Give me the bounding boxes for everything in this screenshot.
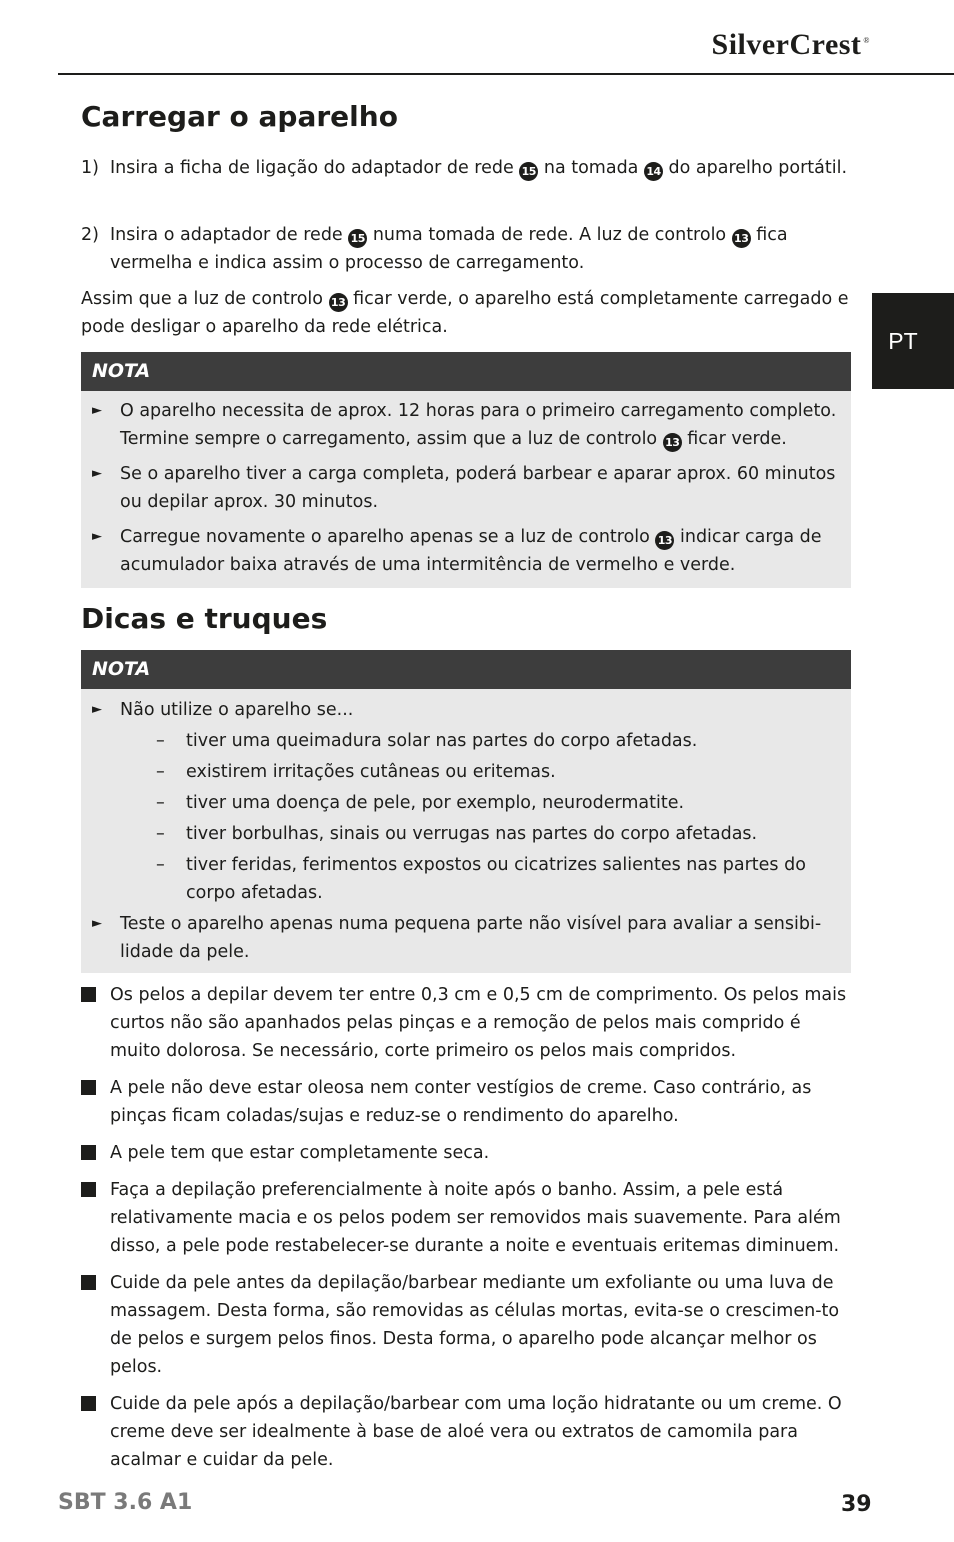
square-bullet-icon (81, 1182, 96, 1197)
tip-bullet: A pele tem que estar completamente seca. (81, 1139, 851, 1167)
dash-marker: – (156, 855, 165, 875)
note-sub-item: – tiver uma queimadura solar nas partes do corpo afetadas. (156, 727, 843, 755)
brand-logo: SilverCrest ® (711, 28, 870, 61)
dash-marker: – (156, 793, 165, 813)
charging-paragraph: Assim que a luz de controlo 13 ficar verde, o aparelho está completamente carregado e pode desligar o aparelho da rede elétrica. (81, 289, 849, 337)
tip-bullet: Cuide da pele antes da depilação/barbear mediante um exfoliante ou uma luva de massagem. Desta forma, são removidas as células mortas, evita-se o crescimen-to de pelos e surgem pelos finos. Desta forma, o aparelho pode alcançar melhor os pelos. (81, 1269, 851, 1381)
ref-badge-13: 13 (329, 293, 348, 312)
note-item: ► Se o aparelho tiver a carga completa, poderá barbear e aparar aprox. 60 minutos ou depilar aprox. 30 minutos. (92, 460, 843, 516)
ref-badge-15: 15 (348, 229, 367, 248)
page-number: 39 (841, 1492, 872, 1517)
arrow-icon: ► (92, 916, 102, 931)
step-number: 2) (81, 225, 99, 245)
arrow-icon: ► (92, 466, 102, 481)
note-item: ► Carregue novamente o aparelho apenas se a luz de controlo 13 indicar carga de acumulador baixa através de uma intermitência de vermelho e verde. (92, 523, 843, 579)
tip-bullet: A pele não deve estar oleosa nem conter vestígios de creme. Caso contrário, as pinças ficam coladas/sujas e reduz-se o rendimento do aparelho. (81, 1074, 851, 1130)
note-sub-item: – tiver uma doença de pele, por exemplo, neurodermatite. (156, 789, 843, 817)
square-bullet-icon (81, 1145, 96, 1160)
square-bullet-icon (81, 1275, 96, 1290)
ref-badge-13: 13 (732, 229, 751, 248)
dash-marker: – (156, 762, 165, 782)
ref-badge-15: 15 (519, 162, 538, 181)
square-bullet-icon (81, 1396, 96, 1411)
dash-marker: – (156, 824, 165, 844)
charging-step-1: 1) Insira a ficha de ligação do adaptador de rede 15 na tomada 14 do aparelho portátil. (81, 154, 851, 182)
section-title-tips: Dicas e truques (81, 602, 328, 635)
tip-bullet: Faça a depilação preferencialmente à noite após o banho. Assim, a pele está relativamente macia e os pelos podem ser removidos mais suavemente. Para além disso, a pele pode restabelecer-se durante a noite e eventuais eritemas diminuem. (81, 1176, 851, 1260)
note-item: ► Teste o aparelho apenas numa pequena parte não visível para avaliar a sensibi-lidade da pele. (92, 910, 843, 966)
note-item: ► O aparelho necessita de aprox. 12 horas para o primeiro carregamento completo. Termine sempre o carregamento, assim que a luz de controlo 13 ficar verde. (92, 397, 843, 453)
step-number: 1) (81, 158, 99, 178)
ref-badge-13: 13 (655, 531, 674, 550)
footer-model: SBT 3.6 A1 (58, 1490, 193, 1515)
note-item: ► Não utilize o aparelho se... (92, 696, 843, 724)
charging-step-2: 2) Insira o adaptador de rede 15 numa tomada de rede. A luz de controlo 13 fica vermelha e indica assim o processo de carregamento. (81, 221, 851, 277)
dash-marker: – (156, 731, 165, 751)
note-sub-item: – tiver borbulhas, sinais ou verrugas nas partes do corpo afetadas. (156, 820, 843, 848)
tip-bullet: Cuide da pele após a depilação/barbear com uma loção hidratante ou um creme. O creme deve ser idealmente à base de aloé vera ou extratos de camomila para acalmar e cuidar da pele. (81, 1390, 851, 1474)
ref-badge-13: 13 (663, 433, 682, 452)
arrow-icon: ► (92, 403, 102, 418)
note-heading: NOTA (81, 650, 851, 689)
note-heading: NOTA (81, 352, 851, 391)
language-tab: PT (872, 293, 954, 389)
note-sub-item: – tiver feridas, ferimentos expostos ou cicatrizes salientes nas partes do corpo afetadas. (156, 851, 843, 907)
square-bullet-icon (81, 987, 96, 1002)
note-sub-item: – existirem irritações cutâneas ou eritemas. (156, 758, 843, 786)
tip-bullet: Os pelos a depilar devem ter entre 0,3 cm e 0,5 cm de comprimento. Os pelos mais curtos não são apanhados pelas pinças e a remoção de pelos mais comprido é muito dolorosa. Se necessário, corte primeiro os pelos mais compridos. (81, 981, 851, 1065)
note-box-charging (81, 352, 851, 588)
ref-badge-14: 14 (644, 162, 663, 181)
section-title-charging: Carregar o aparelho (81, 100, 398, 133)
arrow-icon: ► (92, 529, 102, 544)
square-bullet-icon (81, 1080, 96, 1095)
note-box-tips (81, 650, 851, 973)
arrow-icon: ► (92, 702, 102, 717)
header-rule (58, 73, 954, 75)
